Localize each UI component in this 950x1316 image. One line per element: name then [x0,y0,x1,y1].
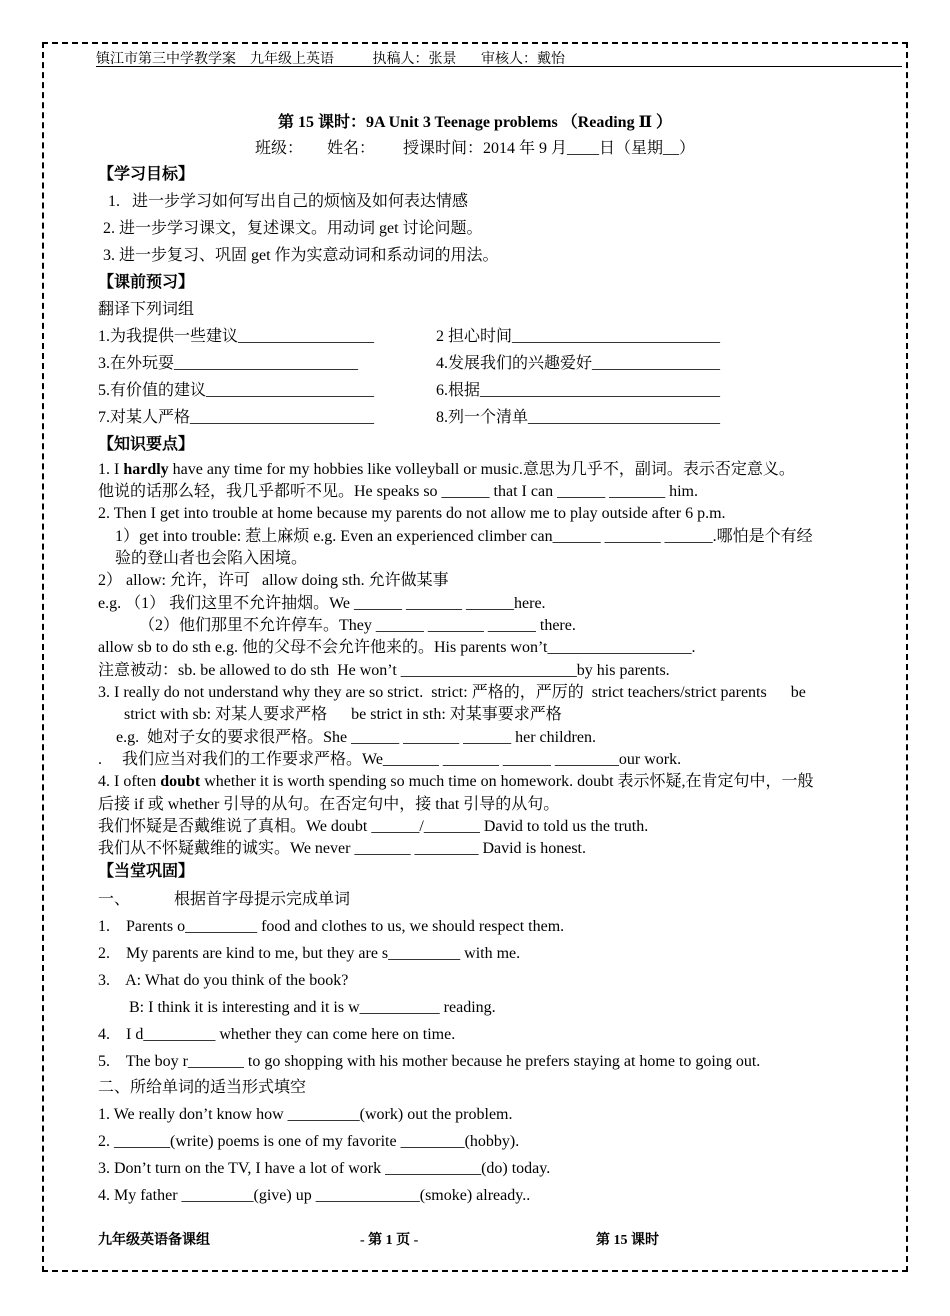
key-point-4: 4. I often doubt whether it is worth spending so much time on homework. doubt 表示怀疑,在肯定句中，一般 [98,773,814,790]
key-point-line: 2） allow: 允许，许可 allow doing sth. 允许做某事 [98,572,449,589]
objectives-heading: 【学习目标】 [98,166,195,183]
objective-item: 2. 进一步学习课文，复述课文。用动词 get 讨论问题。 [103,220,483,237]
phrase-item: 1.为我提供一些建议_________________ [98,328,375,345]
page-number: - 第 1 页 - [360,1233,419,1248]
exercise-item: 1. We really don’t know how _________(work) out the problem. [98,1106,513,1123]
key-point-line: 2. Then I get into trouble at home because my parents do not allow me to play outside after 6 p.m. [98,505,726,522]
key-point-line: 我们从不怀疑戴维的诚实。We never _______ ________ David is honest. [98,840,587,857]
exercise-item: 4. My father _________(give) up _____________(smoke) already.. [98,1187,531,1204]
phrase-item: 4.发展我们的兴趣爱好________________ [436,355,721,372]
key-point-1: 1. I hardly have any time for my hobbies like volleyball or music.意思为几乎不，副词。表示否定意义。 [98,461,795,478]
objective-item: 3. 进一步复习、巩固 get 作为实意动词和系动词的用法。 [103,247,499,264]
exercise-item: 4. I d_________ whether they can come here on time. [98,1026,456,1043]
preview-heading: 【课前预习】 [98,274,195,291]
objective-item: 1. 进一步学习如何写出自己的烦恼及如何表达情感 [108,193,469,210]
key-points-heading: 【知识要点】 [98,436,195,453]
exercise-item: B: I think it is interesting and it is w__________ reading. [129,999,496,1016]
key-point-line: 1）get into trouble: 惹上麻烦 e.g. Even an experienced climber can______ _______ ______.哪怕是个有经 [115,528,813,545]
exercise-item: 1. Parents o_________ food and clothes to us, we should respect them. [98,918,565,935]
phrase-item: 7.对某人严格_______________________ [98,409,375,426]
key-point-line: （2）他们那里不允许停车。They ______ _______ ______ there. [139,617,576,634]
phrase-item: 2 担心时间__________________________ [436,328,721,345]
practice-heading: 【当堂巩固】 [98,863,195,880]
key-point-line: e.g. （1） 我们这里不允许抽烟。We ______ _______ ______here. [98,595,546,612]
exercise-item: 5. The boy r_______ to go shopping with his mother because he prefers staying at home to going out. [98,1053,761,1070]
key-point-line: 3. I really do not understand why they are so strict. strict: 严格的，严厉的 strict teachers/strict parents be [98,684,806,701]
practice-part1-heading: 一、 根据首字母提示完成单词 [98,891,351,908]
key-point-line: 注意被动：sb. be allowed to do sth He won’t ______________________by his parents. [98,662,670,679]
key-point-line: 后接 if 或 whether 引导的从句。在否定句中，接 that 引导的从句。 [98,796,560,813]
preview-instruction: 翻译下列词组 [98,301,195,318]
exercise-item: 2. My parents are kind to me, but they are s_________ with me. [98,945,521,962]
phrase-item: 6.根据______________________________ [436,382,721,399]
phrase-item: 3.在外玩耍_______________________ [98,355,359,372]
key-point-line: allow sb to do sth e.g. 他的父母不会允许他来的。His parents won’t__________________. [98,639,696,656]
key-point-line: 我们怀疑是否戴维说了真相。We doubt ______/_______ David to told us the truth. [98,818,649,835]
lesson-title: 第 15 课时：9A Unit 3 Teenage problems （Reading Ⅱ ） [277,114,673,131]
exercise-item: 3. A: What do you think of the book? [98,972,349,989]
key-point-line: e.g. 她对子女的要求很严格。She ______ _______ ______ her children. [116,729,596,746]
phrase-item: 8.列一个清单________________________ [436,409,721,426]
phrase-item: 5.有价值的建议_____________________ [98,382,375,399]
key-point-line: strict with sb: 对某人要求严格 be strict in sth: 对某事要求严格 [124,706,562,723]
class-info-line: 班级： 姓名： 授课时间：2014 年 9 月____日（星期__） [254,140,695,157]
key-point-line: . 我们应当对我们的工作要求严格。We_______ _______ ______ ________our work. [98,751,682,768]
key-point-line: 他说的话那么轻，我几乎都听不见。He speaks so ______ that I can ______ _______ him. [98,483,698,500]
key-point-line: 验的登山者也会陷入困境。 [115,550,308,567]
exercise-item: 2. _______(write) poems is one of my favorite ________(hobby). [98,1133,520,1150]
footer-left: 九年级英语备课组 [98,1233,210,1248]
practice-part2-heading: 二、所给单词的适当形式填空 [98,1079,307,1096]
page-header: 镇江市第三中学教学案 九年级上英语 执稿人：张景 审核人：戴怡 [96,48,902,67]
footer-right: 第 15 课时 [596,1233,659,1248]
exercise-item: 3. Don’t turn on the TV, I have a lot of work ____________(do) today. [98,1160,551,1177]
